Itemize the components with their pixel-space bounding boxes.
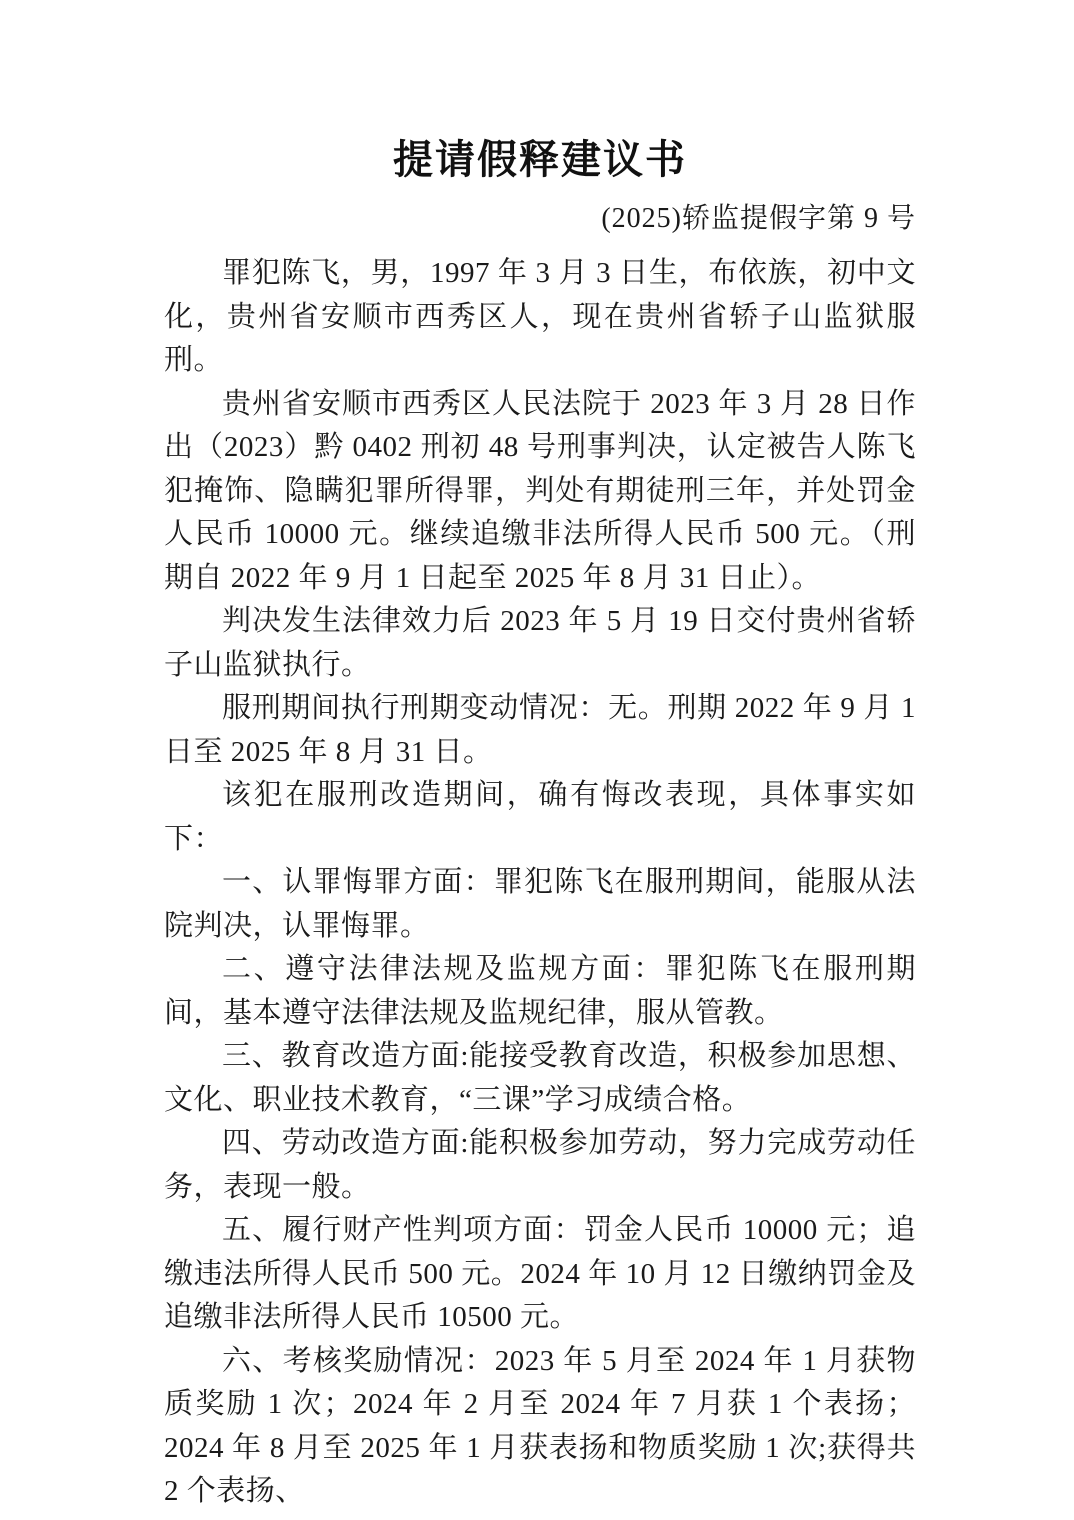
- paragraph: 一、认罪悔罪方面：罪犯陈飞在服刑期间，能服从法院判决，认罪悔罪。: [164, 866, 916, 942]
- paragraph: 该犯在服刑改造期间，确有悔改表现，具体事实如下：: [164, 779, 916, 855]
- paragraph: 三、教育改造方面:能接受教育改造，积极参加思想、文化、职业技术教育，“三课”学习成绩合格。: [164, 1040, 916, 1116]
- paragraph: 五、履行财产性判项方面：罚金人民币 10000 元；追缴违法所得人民币 500 元。2024 年 10 月 12 日缴纳罚金及追缴非法所得人民币 10500 元。: [164, 1214, 916, 1333]
- document-body: [164, 252, 916, 1514]
- paragraph: 二、遵守法律法规及监规方面：罪犯陈飞在服刑期间，基本遵守法律法规及监规纪律，服从管教。: [164, 953, 916, 1029]
- document-title: 提请假释建议书: [393, 137, 687, 182]
- document-number: (2025)轿监提假字第 9 号: [601, 203, 916, 234]
- paragraph: 罪犯陈飞，男，1997 年 3 月 3 日生，布依族，初中文化，贵州省安顺市西秀区人，现在贵州省轿子山监狱服刑。: [164, 257, 916, 376]
- paragraph: 贵州省安顺市西秀区人民法院于 2023 年 3 月 28 日作出（2023）黔 0402 刑初 48 号刑事判决，认定被告人陈飞犯掩饰、隐瞒犯罪所得罪，判处有期徒刑三年，并处罚金人民币 10000 元。继续追缴非法所得人民币 500 元。（刑期自 2022 年 9 月 1 日起至 2025 年 8 月 31 日止）。: [164, 387, 916, 594]
- paragraph: 四、劳动改造方面:能积极参加劳动，努力完成劳动任务，表现一般。: [164, 1127, 916, 1203]
- paragraph: 六、考核奖励情况：2023 年 5 月至 2024 年 1 月获物质奖励 1 次；2024 年 2 月至 2024 年 7 月获 1 个表扬；2024 年 8 月至 2025 年 1 月获表扬和物质奖励 1 次;获得共 2 个表扬、: [164, 1344, 916, 1507]
- paragraph: 服刑期间执行刑期变动情况：无。刑期 2022 年 9 月 1 日至 2025 年 8 月 31 日。: [164, 692, 916, 768]
- paragraph: 判决发生法律效力后 2023 年 5 月 19 日交付贵州省轿子山监狱执行。: [164, 605, 916, 681]
